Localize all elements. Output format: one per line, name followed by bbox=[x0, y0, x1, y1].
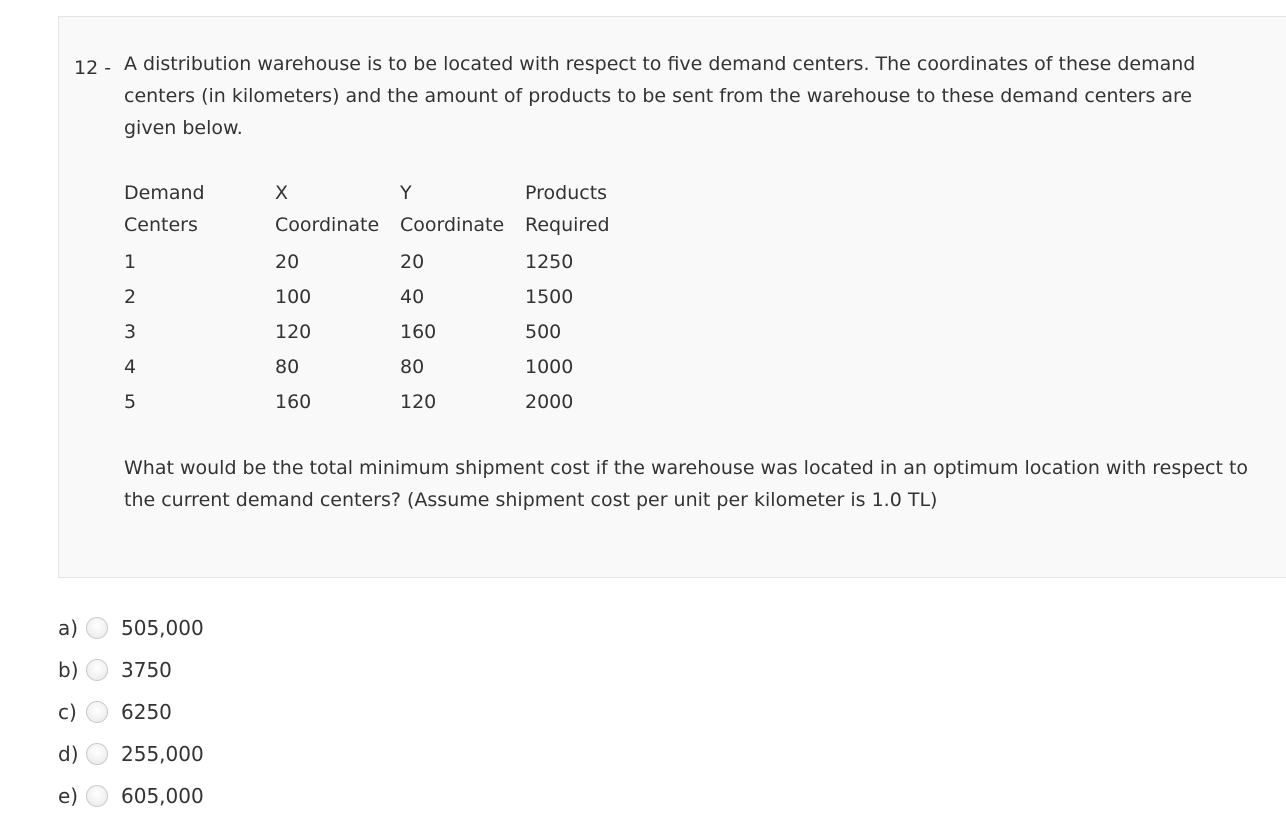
table-cell: 500 bbox=[525, 321, 562, 343]
table-cell: 5 bbox=[124, 391, 137, 413]
table-header-row bbox=[124, 209, 625, 245]
option-label[interactable]: 505,000 bbox=[121, 616, 204, 640]
option-d[interactable] bbox=[58, 733, 204, 775]
option-label[interactable]: 3750 bbox=[121, 658, 172, 682]
table-row bbox=[124, 385, 625, 420]
table-header-cell: Demand bbox=[124, 182, 205, 204]
table-cell: 1500 bbox=[525, 286, 574, 308]
option-letter: c) bbox=[58, 700, 77, 724]
table-header-cell: Products bbox=[525, 182, 608, 204]
table-cell: 40 bbox=[400, 286, 425, 308]
table-cell: 3 bbox=[124, 321, 137, 343]
table-header-cell: Coordinate bbox=[400, 214, 505, 236]
table-row bbox=[124, 315, 625, 350]
option-label[interactable]: 605,000 bbox=[121, 784, 204, 808]
option-e-radio[interactable] bbox=[86, 785, 108, 807]
option-letter: d) bbox=[58, 742, 79, 766]
option-letter: e) bbox=[58, 784, 79, 808]
table-cell: 20 bbox=[275, 251, 300, 273]
option-a[interactable] bbox=[58, 607, 204, 649]
table-cell: 2000 bbox=[525, 391, 574, 413]
table-cell: 120 bbox=[400, 391, 437, 413]
table-cell: 80 bbox=[275, 356, 300, 378]
option-e[interactable] bbox=[58, 775, 204, 817]
demand-centers-table bbox=[124, 177, 625, 420]
question-text: A distribution warehouse is to be located with respect to five demand centers. The coordinates of these demand centers (in kilometers) and the amount of products to be sent from the warehouse to these demand centers are given below. bbox=[124, 53, 1196, 139]
table-row bbox=[124, 350, 625, 385]
table-cell: 160 bbox=[275, 391, 312, 413]
table-header-cell: Centers bbox=[124, 214, 198, 236]
table-cell: 100 bbox=[275, 286, 312, 308]
option-d-radio[interactable] bbox=[86, 743, 108, 765]
table-cell: 1000 bbox=[525, 356, 574, 378]
option-letter: b) bbox=[58, 658, 79, 682]
option-a-radio[interactable] bbox=[86, 617, 108, 639]
table-cell: 120 bbox=[275, 321, 312, 343]
table-header-cell: X bbox=[275, 182, 289, 204]
option-label[interactable]: 6250 bbox=[121, 700, 172, 724]
table-header-cell: Y bbox=[400, 182, 412, 204]
option-c-radio[interactable] bbox=[86, 701, 108, 723]
option-c[interactable] bbox=[58, 691, 204, 733]
table-cell: 20 bbox=[400, 251, 425, 273]
table-cell: 2 bbox=[124, 286, 137, 308]
option-label[interactable]: 255,000 bbox=[121, 742, 204, 766]
question-followup-text: What would be the total minimum shipment cost if the warehouse was located in an optimum location with respect to the current demand centers? (Assume shipment cost per unit per kilometer is 1.0 TL) bbox=[124, 457, 1249, 511]
table-cell: 1 bbox=[124, 251, 137, 273]
table-header-cell: Coordinate bbox=[275, 214, 380, 236]
table-header-row bbox=[124, 177, 625, 209]
table-row bbox=[124, 280, 625, 315]
question-number: 12 - bbox=[74, 57, 112, 79]
option-b[interactable] bbox=[58, 649, 204, 691]
option-letter: a) bbox=[58, 616, 79, 640]
answer-options bbox=[58, 607, 204, 817]
table-cell: 4 bbox=[124, 356, 137, 378]
table-cell: 160 bbox=[400, 321, 437, 343]
table-cell: 80 bbox=[400, 356, 425, 378]
table-row bbox=[124, 245, 625, 280]
table-cell: 1250 bbox=[525, 251, 574, 273]
table-header-cell: Required bbox=[525, 214, 610, 236]
option-b-radio[interactable] bbox=[86, 659, 108, 681]
